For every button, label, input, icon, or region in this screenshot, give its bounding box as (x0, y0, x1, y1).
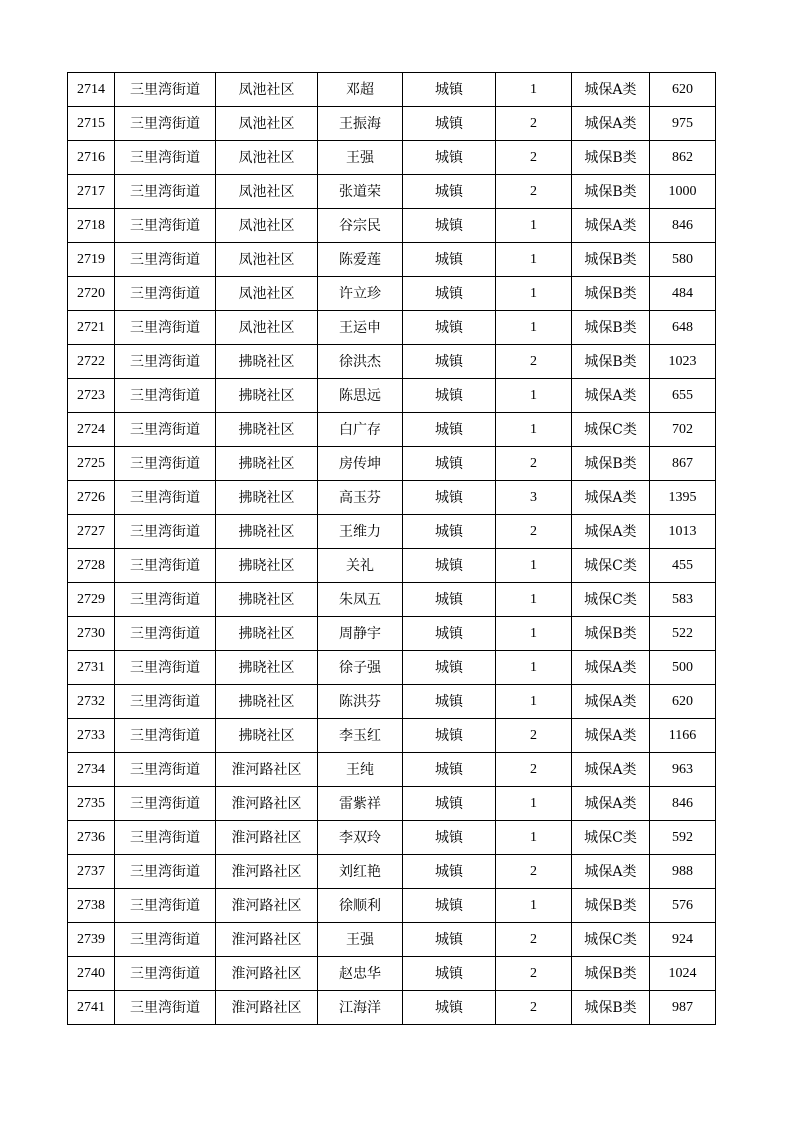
row-number-cell: 2724 (68, 413, 115, 447)
community-cell: 淮河路社区 (216, 821, 318, 855)
household-size-cell: 2 (496, 141, 572, 175)
area-type-cell: 城镇 (403, 549, 496, 583)
area-type-cell: 城镇 (403, 345, 496, 379)
name-cell: 陈洪芬 (318, 685, 403, 719)
area-type-cell: 城镇 (403, 107, 496, 141)
name-cell: 赵忠华 (318, 957, 403, 991)
household-size-cell: 1 (496, 73, 572, 107)
area-type-cell: 城镇 (403, 753, 496, 787)
name-cell: 徐顺利 (318, 889, 403, 923)
table-row (68, 889, 716, 923)
name-cell: 周静宇 (318, 617, 403, 651)
category-cell: 城保A类 (572, 515, 650, 549)
row-number-cell: 2731 (68, 651, 115, 685)
row-number-cell: 2716 (68, 141, 115, 175)
area-type-cell: 城镇 (403, 855, 496, 889)
table-row (68, 515, 716, 549)
household-size-cell: 2 (496, 753, 572, 787)
subdistrict-cell: 三里湾街道 (115, 481, 216, 515)
category-cell: 城保C类 (572, 923, 650, 957)
category-cell: 城保A类 (572, 379, 650, 413)
household-size-cell: 1 (496, 413, 572, 447)
household-size-cell: 2 (496, 957, 572, 991)
subdistrict-cell: 三里湾街道 (115, 311, 216, 345)
row-number-cell: 2721 (68, 311, 115, 345)
area-type-cell: 城镇 (403, 481, 496, 515)
row-number-cell: 2735 (68, 787, 115, 821)
community-cell: 拂晓社区 (216, 481, 318, 515)
area-type-cell: 城镇 (403, 175, 496, 209)
table-row (68, 243, 716, 277)
area-type-cell: 城镇 (403, 821, 496, 855)
amount-cell: 522 (650, 617, 716, 651)
amount-cell: 862 (650, 141, 716, 175)
household-size-cell: 1 (496, 889, 572, 923)
table-row (68, 277, 716, 311)
category-cell: 城保B类 (572, 889, 650, 923)
table-row (68, 617, 716, 651)
category-cell: 城保A类 (572, 753, 650, 787)
household-size-cell: 2 (496, 719, 572, 753)
category-cell: 城保A类 (572, 209, 650, 243)
row-number-cell: 2718 (68, 209, 115, 243)
household-size-cell: 1 (496, 651, 572, 685)
name-cell: 王振海 (318, 107, 403, 141)
name-cell: 江海洋 (318, 991, 403, 1025)
amount-cell: 484 (650, 277, 716, 311)
name-cell: 王运申 (318, 311, 403, 345)
name-cell: 徐洪杰 (318, 345, 403, 379)
subdistrict-cell: 三里湾街道 (115, 991, 216, 1025)
row-number-cell: 2725 (68, 447, 115, 481)
area-type-cell: 城镇 (403, 583, 496, 617)
category-cell: 城保C类 (572, 583, 650, 617)
category-cell: 城保A类 (572, 787, 650, 821)
table-row (68, 957, 716, 991)
area-type-cell: 城镇 (403, 379, 496, 413)
category-cell: 城保A类 (572, 651, 650, 685)
subdistrict-cell: 三里湾街道 (115, 787, 216, 821)
subdistrict-cell: 三里湾街道 (115, 685, 216, 719)
row-number-cell: 2739 (68, 923, 115, 957)
subdistrict-cell: 三里湾街道 (115, 821, 216, 855)
household-size-cell: 1 (496, 311, 572, 345)
category-cell: 城保B类 (572, 447, 650, 481)
household-size-cell: 2 (496, 107, 572, 141)
table-row (68, 685, 716, 719)
row-number-cell: 2737 (68, 855, 115, 889)
amount-cell: 1000 (650, 175, 716, 209)
amount-cell: 846 (650, 209, 716, 243)
household-size-cell: 1 (496, 277, 572, 311)
community-cell: 拂晓社区 (216, 685, 318, 719)
subdistrict-cell: 三里湾街道 (115, 515, 216, 549)
area-type-cell: 城镇 (403, 991, 496, 1025)
community-cell: 淮河路社区 (216, 991, 318, 1025)
category-cell: 城保B类 (572, 141, 650, 175)
community-cell: 凤池社区 (216, 107, 318, 141)
category-cell: 城保B类 (572, 957, 650, 991)
amount-cell: 963 (650, 753, 716, 787)
category-cell: 城保A类 (572, 719, 650, 753)
subdistrict-cell: 三里湾街道 (115, 719, 216, 753)
community-cell: 拂晓社区 (216, 651, 318, 685)
category-cell: 城保C类 (572, 549, 650, 583)
subdistrict-cell: 三里湾街道 (115, 583, 216, 617)
community-cell: 拂晓社区 (216, 413, 318, 447)
row-number-cell: 2727 (68, 515, 115, 549)
amount-cell: 620 (650, 73, 716, 107)
category-cell: 城保B类 (572, 991, 650, 1025)
name-cell: 朱凤五 (318, 583, 403, 617)
community-cell: 凤池社区 (216, 277, 318, 311)
subdistrict-cell: 三里湾街道 (115, 345, 216, 379)
table-row (68, 753, 716, 787)
table-row (68, 413, 716, 447)
household-size-cell: 2 (496, 855, 572, 889)
table-row (68, 991, 716, 1025)
household-size-cell: 1 (496, 821, 572, 855)
area-type-cell: 城镇 (403, 209, 496, 243)
household-size-cell: 2 (496, 345, 572, 379)
community-cell: 淮河路社区 (216, 957, 318, 991)
area-type-cell: 城镇 (403, 311, 496, 345)
subdistrict-cell: 三里湾街道 (115, 447, 216, 481)
row-number-cell: 2741 (68, 991, 115, 1025)
table-row (68, 821, 716, 855)
table-row (68, 379, 716, 413)
subdistrict-cell: 三里湾街道 (115, 957, 216, 991)
category-cell: 城保B类 (572, 243, 650, 277)
name-cell: 关礼 (318, 549, 403, 583)
community-cell: 淮河路社区 (216, 787, 318, 821)
community-cell: 凤池社区 (216, 141, 318, 175)
row-number-cell: 2726 (68, 481, 115, 515)
row-number-cell: 2719 (68, 243, 115, 277)
household-size-cell: 2 (496, 447, 572, 481)
area-type-cell: 城镇 (403, 617, 496, 651)
row-number-cell: 2736 (68, 821, 115, 855)
name-cell: 王维力 (318, 515, 403, 549)
area-type-cell: 城镇 (403, 243, 496, 277)
table-row (68, 345, 716, 379)
row-number-cell: 2740 (68, 957, 115, 991)
name-cell: 徐子强 (318, 651, 403, 685)
household-size-cell: 1 (496, 685, 572, 719)
amount-cell: 1023 (650, 345, 716, 379)
household-size-cell: 2 (496, 991, 572, 1025)
table-row (68, 481, 716, 515)
table-row (68, 651, 716, 685)
household-size-cell: 1 (496, 379, 572, 413)
community-cell: 凤池社区 (216, 311, 318, 345)
name-cell: 高玉芬 (318, 481, 403, 515)
category-cell: 城保A类 (572, 481, 650, 515)
area-type-cell: 城镇 (403, 277, 496, 311)
row-number-cell: 2723 (68, 379, 115, 413)
community-cell: 拂晓社区 (216, 379, 318, 413)
subdistrict-cell: 三里湾街道 (115, 277, 216, 311)
household-size-cell: 1 (496, 549, 572, 583)
subdistrict-cell: 三里湾街道 (115, 243, 216, 277)
area-type-cell: 城镇 (403, 957, 496, 991)
amount-cell: 988 (650, 855, 716, 889)
area-type-cell: 城镇 (403, 719, 496, 753)
row-number-cell: 2714 (68, 73, 115, 107)
amount-cell: 924 (650, 923, 716, 957)
amount-cell: 1024 (650, 957, 716, 991)
subdistrict-cell: 三里湾街道 (115, 923, 216, 957)
row-number-cell: 2729 (68, 583, 115, 617)
household-size-cell: 1 (496, 583, 572, 617)
area-type-cell: 城镇 (403, 685, 496, 719)
amount-cell: 580 (650, 243, 716, 277)
community-cell: 淮河路社区 (216, 923, 318, 957)
name-cell: 邓超 (318, 73, 403, 107)
row-number-cell: 2722 (68, 345, 115, 379)
table-row (68, 141, 716, 175)
subdistrict-cell: 三里湾街道 (115, 889, 216, 923)
amount-cell: 867 (650, 447, 716, 481)
amount-cell: 1166 (650, 719, 716, 753)
amount-cell: 648 (650, 311, 716, 345)
amount-cell: 455 (650, 549, 716, 583)
table-row (68, 549, 716, 583)
name-cell: 白广存 (318, 413, 403, 447)
category-cell: 城保A类 (572, 855, 650, 889)
table-row (68, 107, 716, 141)
household-size-cell: 1 (496, 243, 572, 277)
community-cell: 拂晓社区 (216, 583, 318, 617)
table-row (68, 719, 716, 753)
table-row (68, 787, 716, 821)
area-type-cell: 城镇 (403, 141, 496, 175)
amount-cell: 620 (650, 685, 716, 719)
community-cell: 凤池社区 (216, 209, 318, 243)
name-cell: 李玉红 (318, 719, 403, 753)
community-cell: 拂晓社区 (216, 617, 318, 651)
data-table (67, 72, 716, 1025)
name-cell: 王纯 (318, 753, 403, 787)
subdistrict-cell: 三里湾街道 (115, 107, 216, 141)
amount-cell: 987 (650, 991, 716, 1025)
table-row (68, 209, 716, 243)
subdistrict-cell: 三里湾街道 (115, 175, 216, 209)
subdistrict-cell: 三里湾街道 (115, 753, 216, 787)
amount-cell: 702 (650, 413, 716, 447)
amount-cell: 1395 (650, 481, 716, 515)
area-type-cell: 城镇 (403, 447, 496, 481)
name-cell: 王强 (318, 923, 403, 957)
subdistrict-cell: 三里湾街道 (115, 549, 216, 583)
row-number-cell: 2717 (68, 175, 115, 209)
category-cell: 城保B类 (572, 311, 650, 345)
row-number-cell: 2734 (68, 753, 115, 787)
subdistrict-cell: 三里湾街道 (115, 617, 216, 651)
area-type-cell: 城镇 (403, 413, 496, 447)
name-cell: 王强 (318, 141, 403, 175)
category-cell: 城保B类 (572, 345, 650, 379)
community-cell: 拂晓社区 (216, 345, 318, 379)
category-cell: 城保B类 (572, 277, 650, 311)
row-number-cell: 2730 (68, 617, 115, 651)
area-type-cell: 城镇 (403, 889, 496, 923)
amount-cell: 846 (650, 787, 716, 821)
category-cell: 城保A类 (572, 107, 650, 141)
area-type-cell: 城镇 (403, 651, 496, 685)
name-cell: 谷宗民 (318, 209, 403, 243)
category-cell: 城保A类 (572, 685, 650, 719)
community-cell: 拂晓社区 (216, 549, 318, 583)
community-cell: 拂晓社区 (216, 719, 318, 753)
household-size-cell: 2 (496, 923, 572, 957)
name-cell: 房传坤 (318, 447, 403, 481)
community-cell: 拂晓社区 (216, 515, 318, 549)
name-cell: 刘红艳 (318, 855, 403, 889)
household-size-cell: 1 (496, 617, 572, 651)
area-type-cell: 城镇 (403, 787, 496, 821)
community-cell: 淮河路社区 (216, 753, 318, 787)
amount-cell: 592 (650, 821, 716, 855)
name-cell: 张道荣 (318, 175, 403, 209)
community-cell: 淮河路社区 (216, 889, 318, 923)
table-row (68, 73, 716, 107)
row-number-cell: 2728 (68, 549, 115, 583)
amount-cell: 975 (650, 107, 716, 141)
amount-cell: 576 (650, 889, 716, 923)
amount-cell: 583 (650, 583, 716, 617)
name-cell: 许立珍 (318, 277, 403, 311)
area-type-cell: 城镇 (403, 73, 496, 107)
table-row (68, 855, 716, 889)
amount-cell: 500 (650, 651, 716, 685)
name-cell: 陈爱莲 (318, 243, 403, 277)
category-cell: 城保C类 (572, 413, 650, 447)
table-row (68, 923, 716, 957)
table-body (68, 73, 716, 1025)
row-number-cell: 2732 (68, 685, 115, 719)
name-cell: 陈思远 (318, 379, 403, 413)
category-cell: 城保A类 (572, 73, 650, 107)
area-type-cell: 城镇 (403, 923, 496, 957)
community-cell: 拂晓社区 (216, 447, 318, 481)
subdistrict-cell: 三里湾街道 (115, 855, 216, 889)
community-cell: 淮河路社区 (216, 855, 318, 889)
row-number-cell: 2733 (68, 719, 115, 753)
name-cell: 雷紫祥 (318, 787, 403, 821)
table-row (68, 175, 716, 209)
category-cell: 城保B类 (572, 617, 650, 651)
amount-cell: 1013 (650, 515, 716, 549)
category-cell: 城保B类 (572, 175, 650, 209)
household-size-cell: 3 (496, 481, 572, 515)
table-row (68, 311, 716, 345)
row-number-cell: 2738 (68, 889, 115, 923)
table-row (68, 583, 716, 617)
subdistrict-cell: 三里湾街道 (115, 413, 216, 447)
subdistrict-cell: 三里湾街道 (115, 141, 216, 175)
community-cell: 凤池社区 (216, 73, 318, 107)
subdistrict-cell: 三里湾街道 (115, 73, 216, 107)
community-cell: 凤池社区 (216, 243, 318, 277)
table-row (68, 447, 716, 481)
row-number-cell: 2720 (68, 277, 115, 311)
amount-cell: 655 (650, 379, 716, 413)
community-cell: 凤池社区 (216, 175, 318, 209)
subdistrict-cell: 三里湾街道 (115, 651, 216, 685)
area-type-cell: 城镇 (403, 515, 496, 549)
row-number-cell: 2715 (68, 107, 115, 141)
subdistrict-cell: 三里湾街道 (115, 379, 216, 413)
name-cell: 李双玲 (318, 821, 403, 855)
household-size-cell: 1 (496, 787, 572, 821)
household-size-cell: 2 (496, 515, 572, 549)
household-size-cell: 1 (496, 209, 572, 243)
household-size-cell: 2 (496, 175, 572, 209)
category-cell: 城保C类 (572, 821, 650, 855)
subdistrict-cell: 三里湾街道 (115, 209, 216, 243)
